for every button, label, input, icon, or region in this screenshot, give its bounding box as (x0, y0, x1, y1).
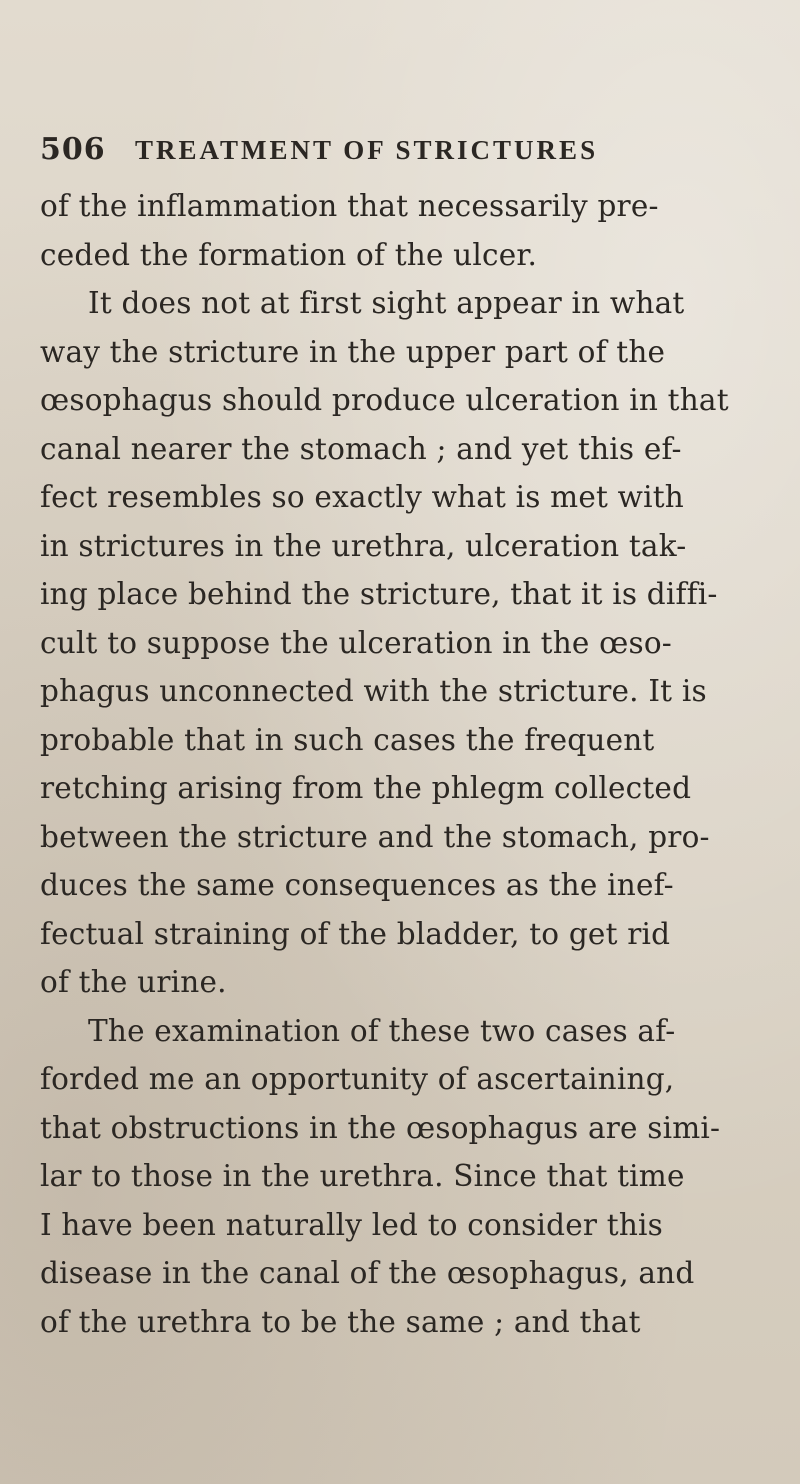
running-head (40, 132, 760, 172)
text-line: retching arising from the phlegm collected (40, 771, 692, 805)
text-line: phagus unconnected with the stricture. It is (40, 674, 707, 708)
text-line: of the inflammation that necessarily pre- (40, 189, 659, 223)
text-line: canal nearer the stomach ; and yet this ef- (40, 431, 682, 466)
text-line: lar to those in the urethra. Since that time (40, 1159, 685, 1193)
text-line: ing place behind the stricture, that it is diffi- (40, 577, 718, 611)
text-line: between the stricture and the stomach, pro- (40, 819, 710, 854)
text-line: disease in the canal of the œsophagus, and (40, 1256, 695, 1290)
text-line: fectual straining of the bladder, to get rid (40, 916, 671, 951)
text-line: in strictures in the urethra, ulceration tak- (40, 528, 687, 563)
text-line: fect resembles so exactly what is met with (40, 480, 684, 514)
text-line: that obstructions in the œsophagus are simi- (40, 1110, 721, 1145)
paragraph-start-line: It does not at first sight appear in what (88, 286, 685, 320)
text-line: of the urethra to be the same ; and that (40, 1304, 641, 1339)
text-line: œsophagus should produce ulceration in that (40, 383, 729, 417)
text-line: cult to suppose the ulceration in the œso- (40, 625, 672, 660)
page-number: 506 (40, 132, 106, 167)
running-title: TREATMENT OF STRICTURES (135, 135, 599, 165)
text-line: duces the same consequences as the inef- (40, 868, 674, 902)
text-line: forded me an opportunity of ascertaining, (40, 1062, 675, 1096)
paragraph-start-line: The examination of these two cases af- (88, 1013, 676, 1048)
body-text (40, 182, 770, 1346)
text-line: probable that in such cases the frequent (40, 722, 655, 757)
text-line: of the urine. (40, 965, 227, 999)
text-line: way the stricture in the upper part of the (40, 334, 666, 369)
text-line: ceded the formation of the ulcer. (40, 237, 538, 272)
text-line: I have been naturally led to consider this (40, 1207, 663, 1242)
